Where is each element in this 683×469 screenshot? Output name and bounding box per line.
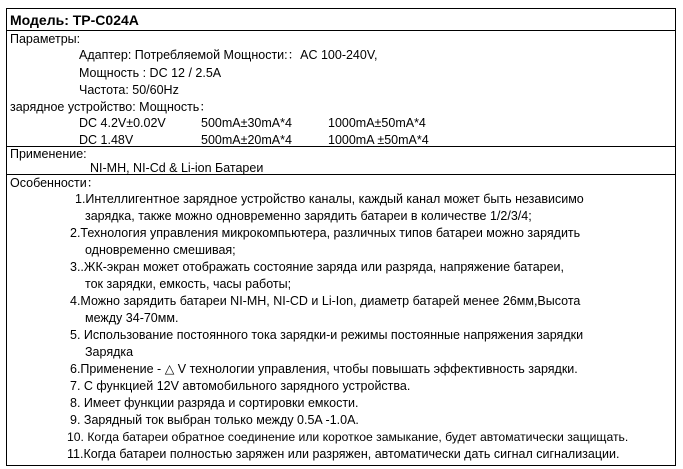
feature-line: Зарядка <box>85 345 134 359</box>
spec-table <box>6 8 676 466</box>
charger-power-label: зарядное устройство: Мощность： <box>10 100 212 114</box>
power-line: Мощность : DC 12 / 2.5A <box>79 66 222 80</box>
feature-line: 3..ЖК-экран может отображать состояние заряда или разряда, напряжение батареи, <box>70 260 565 274</box>
features-header: Особенности： <box>10 176 100 190</box>
application-header: Применение: <box>10 147 87 161</box>
model-title: Модель: TP-C024A <box>10 12 139 28</box>
divider <box>7 174 675 175</box>
feature-line: ток зарядки, емкость, часы работы; <box>85 277 292 291</box>
feature-line: 8. Имеет функции разряда и сортировки емкости. <box>70 396 359 410</box>
feature-line: 1.Интеллигентное зарядное устройство каналы, каждый канал может быть независимо <box>75 192 584 206</box>
feature-line: 10. Когда батареи обратное соединение или короткое замыкание, будет автоматически защищать. <box>67 430 629 444</box>
row2-current-1000: 1000mA ±50mA*4 <box>328 133 429 147</box>
frequency-line: Частота: 50/60Hz <box>79 83 179 97</box>
feature-line: 4.Можно зарядить батареи NI-MH, NI-CD и Li-Ion, диаметр батарей менее 26мм,Высота <box>70 294 581 308</box>
adapter-line: Адаптер: Потребляемой Мощности:：AC 100-240V, <box>79 48 378 62</box>
row1-current-1000: 1000mA±50mA*4 <box>328 116 426 130</box>
row1-current-500: 500mA±30mA*4 <box>201 116 292 130</box>
row2-voltage: DC 1.48V <box>79 133 134 147</box>
row2-current-500: 500mA±20mA*4 <box>201 133 292 147</box>
params-header: Параметры: <box>10 32 81 46</box>
feature-line: 11.Когда батареи полностью заряжен или разряжен, автоматически дать сигнал сигнализации. <box>67 447 620 461</box>
params-section <box>7 31 675 147</box>
feature-line: 2.Технология управления микрокомпьютера, различных типов батареи можно зарядить <box>70 226 581 240</box>
feature-line: 9. Зарядный ток выбран только между 0.5A -1.0A. <box>70 413 359 427</box>
application-section <box>7 147 675 175</box>
feature-line: одновременно смешивая; <box>85 243 236 257</box>
feature-line: зарядка, также можно одновременно зарядить батареи в количестве 1/2/3/4; <box>85 209 532 223</box>
feature-line: 7. С функцией 12V автомобильного зарядного устройства. <box>70 379 411 393</box>
feature-line: 6.Применение - △ V технологии управления, чтобы повышать эффективность зарядки. <box>70 362 578 376</box>
feature-line: 5. Использование постоянного тока зарядки-и режимы постоянные напряжения зарядки <box>70 328 584 342</box>
feature-line: между 34-70мм. <box>85 311 179 325</box>
application-value: NI-MH, NI-Cd & Li-ion Батареи <box>90 161 264 175</box>
row1-voltage: DC 4.2V±0.02V <box>79 116 166 130</box>
